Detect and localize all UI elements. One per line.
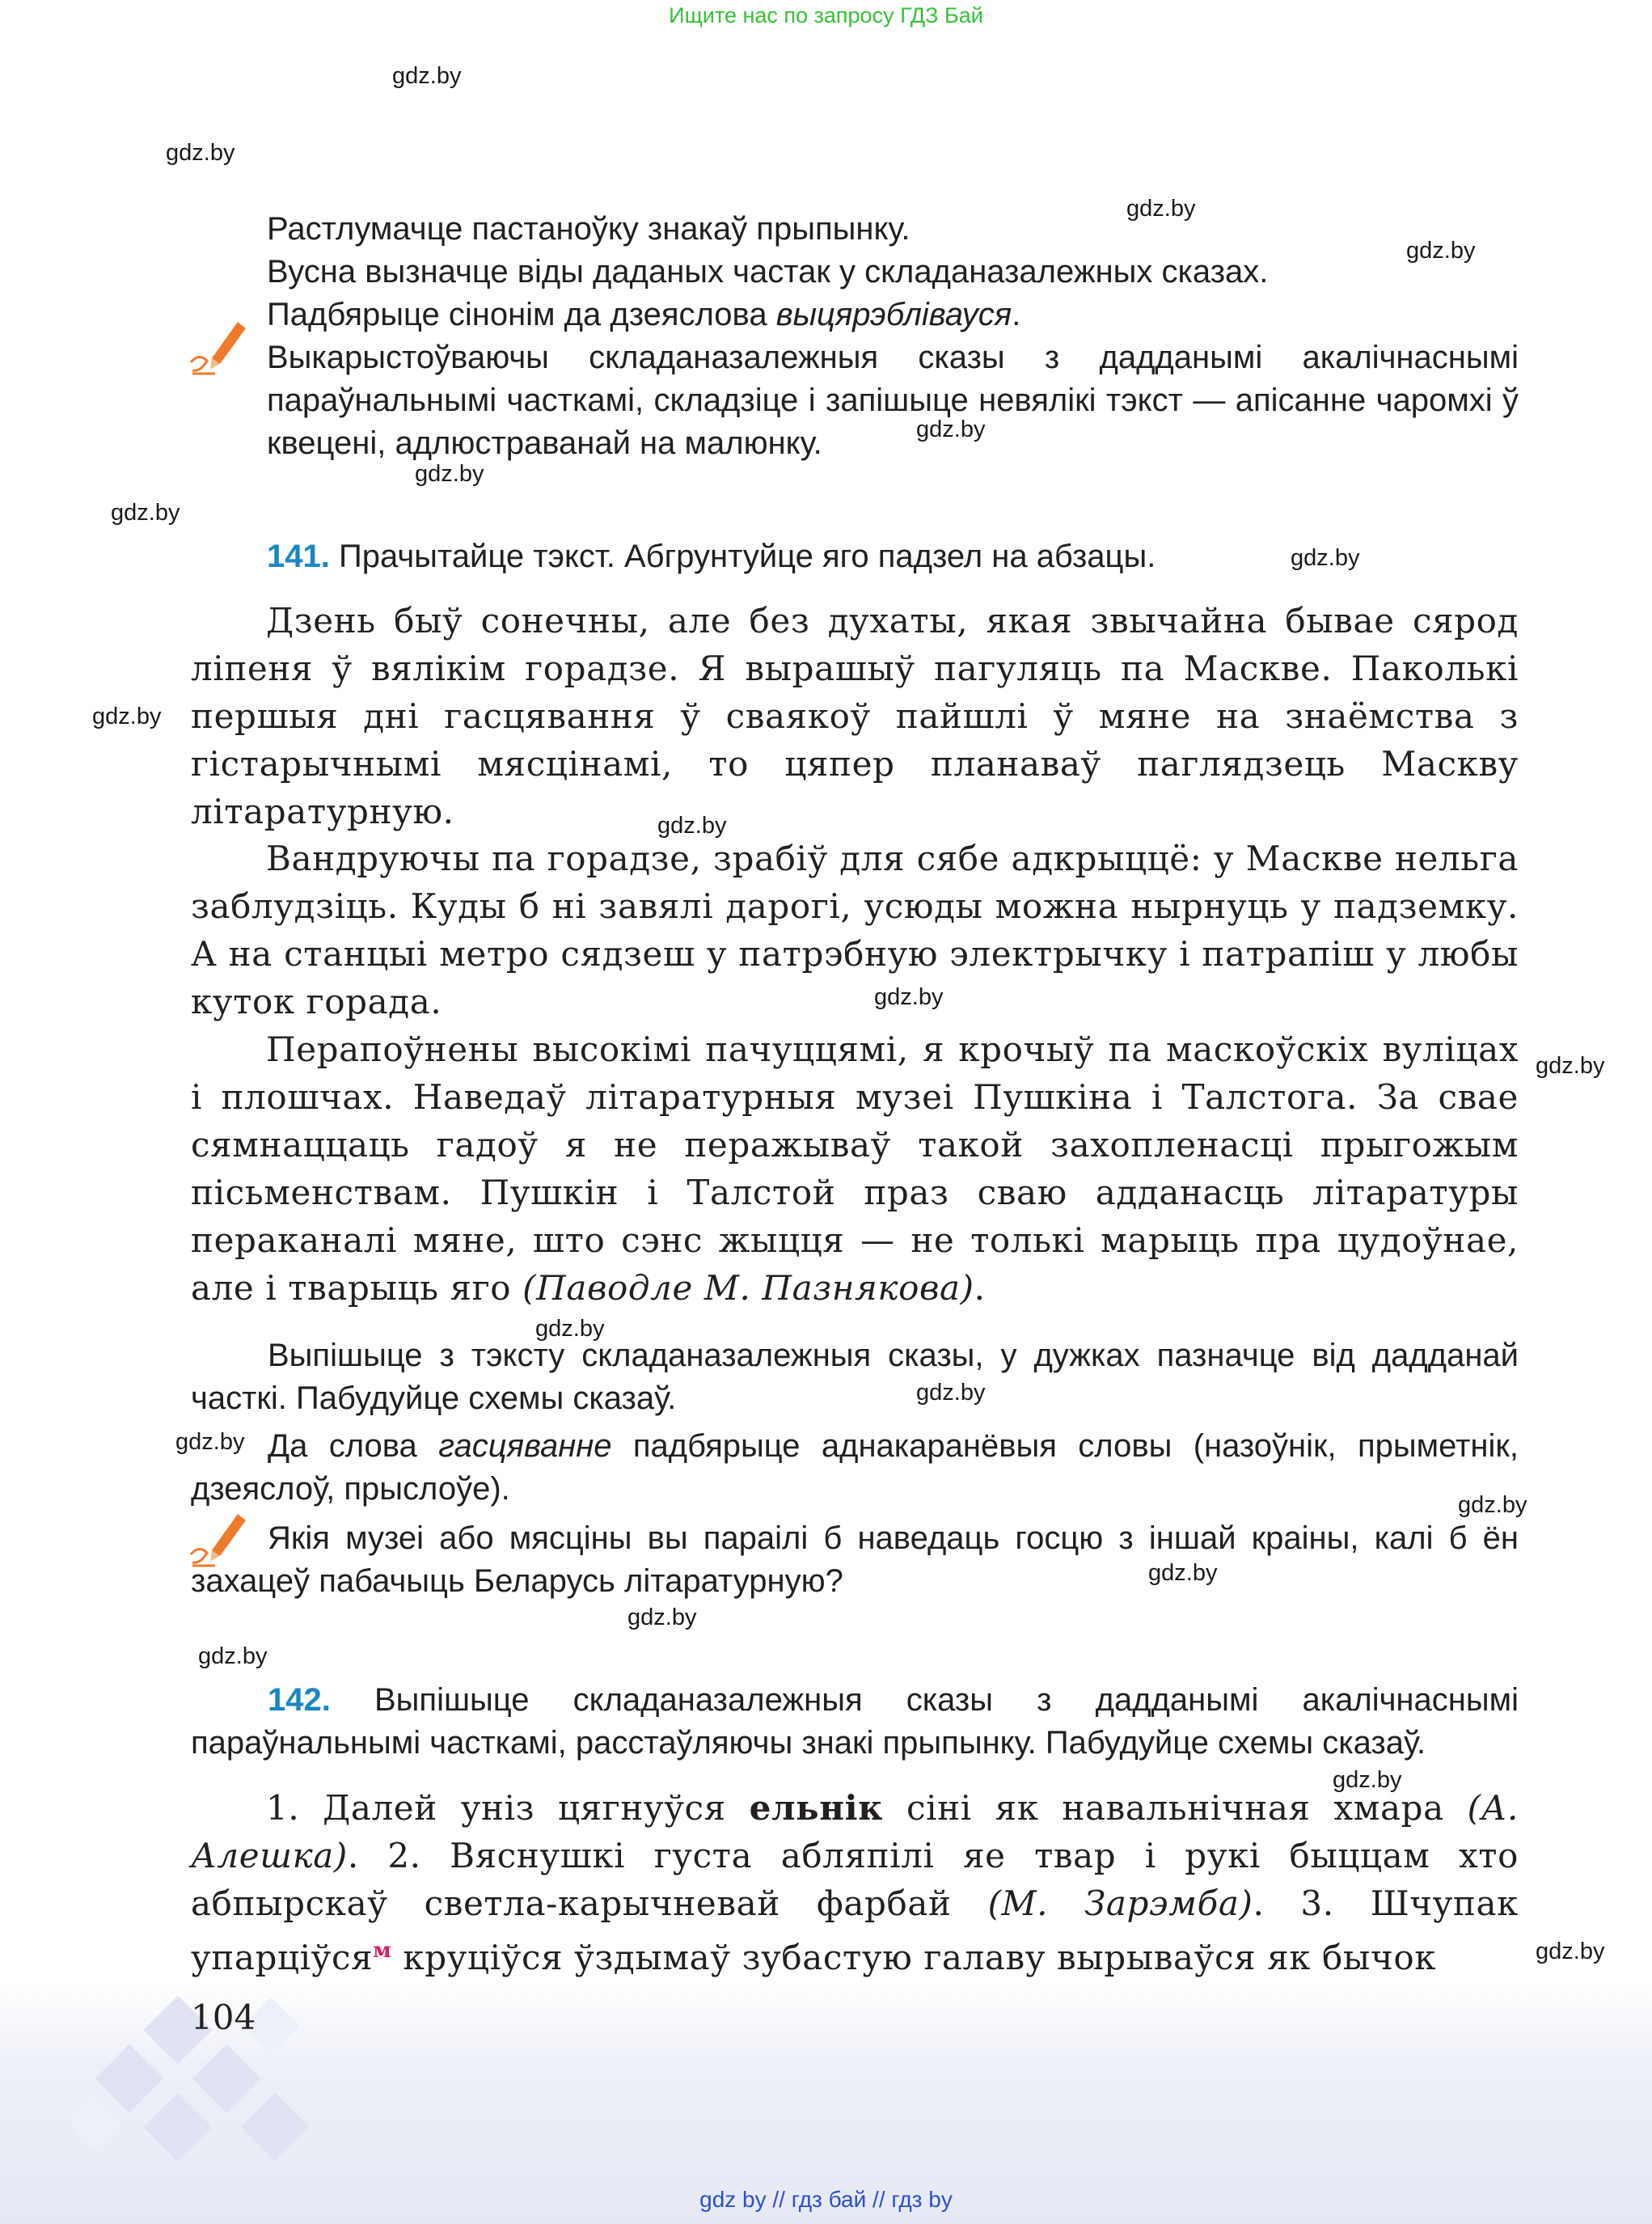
exercise-141-header	[267, 535, 1519, 578]
page-number: 104	[191, 1998, 256, 2037]
task-text: падбярыце аднакаранёвыя словы (назоўнік, прыметнік, дзеяслоў, прыслоўе).	[191, 1428, 1519, 1507]
exercise-instruction: Прачытайце тэкст. Абгрунтуйце яго падзел на абзацы.	[329, 539, 1156, 574]
writing-task: Выкарыстоўваючы складаназалежныя сказы з дадданымі акалічнаснымі параўнальнымі часткамі, складзіце і запішыце невялікі тэкст — апісанне чаромхі ў квецені, адлюстраванай на малюнку.	[267, 340, 1519, 461]
task-line: Растлумачце пастаноўку знакаў прыпынку.	[267, 211, 911, 247]
writing-task: Якія музеі або мясціны вы параілі б наведаць госцю з іншай краіны, калі б ён захацеў пабачыць Беларусь літаратурную?	[191, 1520, 1519, 1599]
watermark: gdz.by	[1458, 1492, 1527, 1518]
watermark: gdz.by	[916, 1380, 986, 1406]
exercise-number: 141.	[267, 539, 330, 574]
watermark: gdz.by	[198, 1643, 268, 1669]
sentence-text: . 3. Шчупак упарціўся	[191, 1884, 1519, 1977]
watermark: gdz.by	[1536, 1939, 1605, 1964]
task-text: Да слова	[268, 1428, 439, 1464]
source-citation: (Паводле М. Пазнякова)	[522, 1268, 974, 1308]
watermark: gdz.by	[166, 140, 235, 166]
bottom-links[interactable]: gdz by // гдз бай // гдз by	[699, 2187, 953, 2212]
source-citation: (М. Зарэмба)	[987, 1884, 1253, 1923]
sentence-text: сіні як навальнічная хмара	[883, 1788, 1468, 1828]
task-text: .	[1012, 297, 1021, 332]
watermark: gdz.by	[392, 63, 462, 89]
exercise-number: 142.	[268, 1682, 331, 1718]
task-line: Вусна вызначце віды даданых частак у складаназалежных сказах.	[267, 254, 1269, 290]
watermark: gdz.by	[92, 704, 162, 729]
watermark: gdz.by	[627, 1605, 697, 1630]
paragraph-end: .	[974, 1268, 986, 1308]
sentence-text: 1. Далей уніз цягнуўся	[266, 1788, 750, 1828]
exercise-142-header	[191, 1679, 1519, 1765]
dictionary-marker: м	[373, 1939, 392, 1963]
watermark: gdz.by	[1126, 196, 1196, 222]
watermark: gdz.by	[874, 984, 944, 1010]
text-paragraph: Вандруючы па горадзе, зрабіў для сябе адкрыццё: у Маскве нельга заблудзіць. Куды б ні завялі дарогі, усюды можна нырнуць у падземку. А на станцыі метро сядзеш у патрэбную электрычку і патрапіш у любы куток горада.	[191, 839, 1519, 1021]
watermark: gdz.by	[415, 461, 484, 487]
watermark: gdz.by	[535, 1316, 605, 1342]
watermark: gdz.by	[1406, 238, 1476, 264]
watermark: gdz.by	[1148, 1560, 1218, 1586]
text-paragraph: Дзень быў сонечны, але без духаты, якая звычайна бывае сярод ліпеня ў вялікім горадзе. Я вырашыў пагуляць па Маскве. Паколькі першыя дні гасцявання ў сваякоў пайшлі ў мяне на знаёмства з гістарычнымі мясцінамі, то цяпер планаваў паглядзець Маскву літаратурную.	[191, 601, 1519, 831]
paragraph-text: Перапоўнены высокімі пачуццямі, я крочыў па маскоўскіх вуліцах і плошчах. Наведаў літаратурныя музеі Пушкіна і Талстога. За свае сямнаццаць гадоў я не перажываў такой захопленасці прыгожым пісьменствам. Пушкін і Талстой праз сваю адданасць літаратуры пераканалі мяне, што сэнс жыцця — не толькі марыць пра цудоўнае, але і тварыць яго	[191, 1030, 1519, 1308]
sentence-text: . 2. Вяснушкі густа абляпілі яе твар і рукі быццам хто абпырскаў светла-карычневай фарбай	[191, 1836, 1519, 1923]
watermark: gdz.by	[657, 813, 727, 839]
watermark: gdz.by	[111, 500, 180, 526]
watermark: gdz.by	[175, 1429, 245, 1455]
task-line	[267, 294, 1519, 336]
exercise-instruction: Выпішыце складаназалежныя сказы з дадданымі акалічнаснымі параўнальнымі часткамі, расстаўляючы знакі прыпынку. Пабудуйце схемы сказаў.	[191, 1682, 1519, 1761]
sentence-keyword: ельнік	[749, 1788, 884, 1828]
task-word: гасцяванне	[438, 1428, 612, 1464]
watermark: gdz.by	[1291, 545, 1360, 571]
source-citation: (А. Алешка)	[191, 1788, 1519, 1875]
task-line	[191, 1425, 1519, 1511]
watermark: gdz.by	[1536, 1053, 1605, 1079]
task-line: Выпішыце з тэксту складаназалежныя сказы, у дужках пазначце від дадданай часткі. Пабудуйце схемы сказаў.	[191, 1338, 1519, 1416]
watermark: gdz.by	[1333, 1767, 1402, 1793]
exercise-sentences	[191, 1784, 1519, 1981]
text-paragraph	[191, 1025, 1519, 1312]
task-word: выцярэблівауся	[775, 297, 1012, 332]
task-text: Падбярыце сінонім да дзеяслова	[267, 297, 776, 332]
top-banner[interactable]: Ищите нас по запросу ГДЗ Бай	[669, 3, 983, 27]
sentence-text: круціўся ўздымаў зубастую галаву вырываўся як бычок	[391, 1938, 1437, 1977]
pen-icon	[188, 314, 252, 378]
watermark: gdz.by	[916, 416, 986, 442]
